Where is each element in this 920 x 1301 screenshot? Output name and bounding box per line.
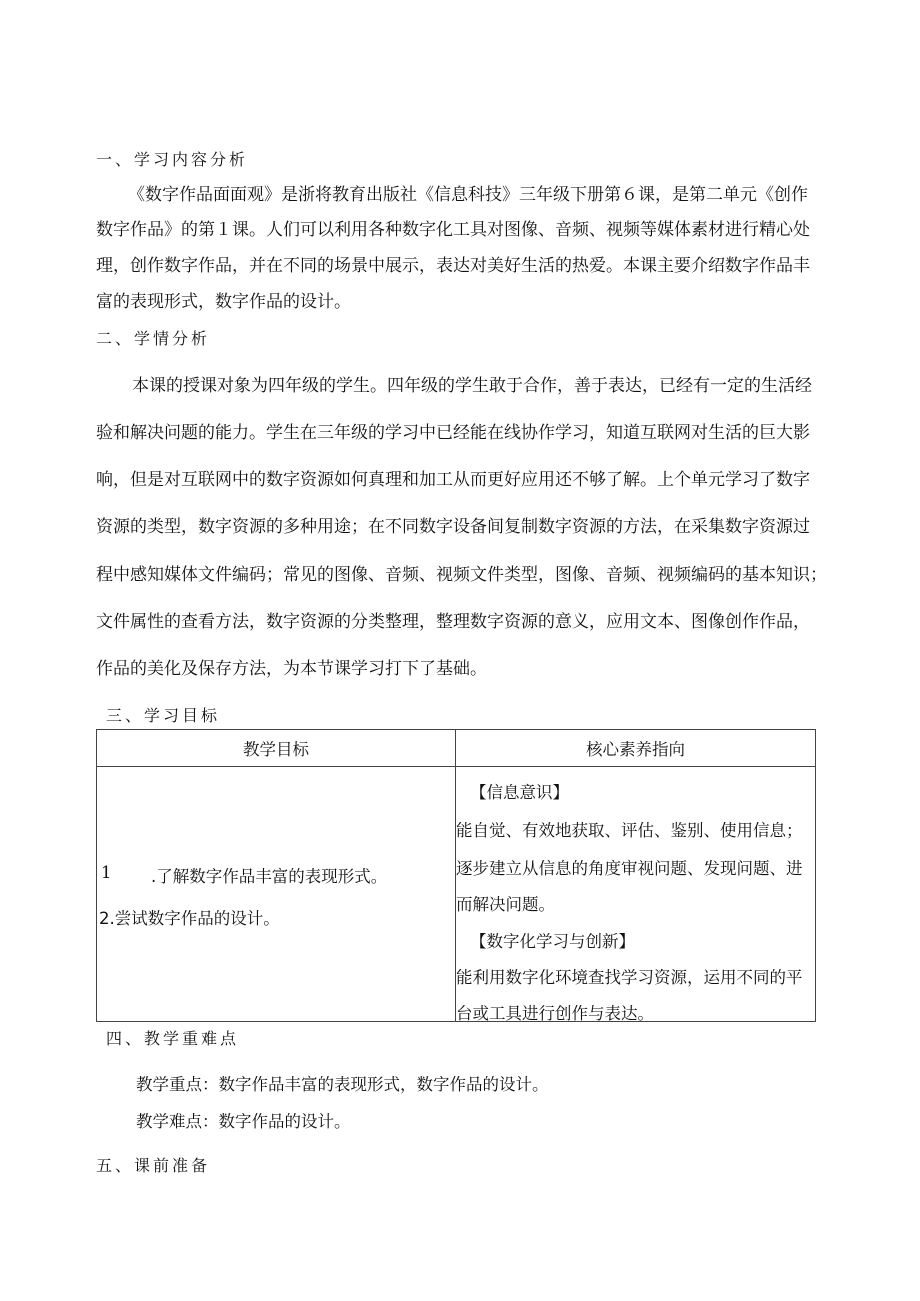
teaching-key-label: 教学重点： <box>136 1075 219 1094</box>
section-heading-learner-analysis: 二、学情分析 <box>96 329 211 348</box>
literacy-text: 能自觉、有效地获取、评估、鉴别、使用信息； <box>456 821 803 840</box>
paragraph-line: 作品的美化及保存方法，为本节课学习打下了基础。 <box>96 659 487 679</box>
literacy-text: 逐步建立从信息的角度审视问题、发现问题、进 <box>456 859 803 878</box>
goal-number: 1 <box>101 863 112 882</box>
teaching-key-point <box>136 1071 549 1095</box>
literacy-text: 台或工具进行创作与表达。 <box>456 1004 654 1023</box>
teaching-difficulty-text: 数字作品的设计。 <box>218 1112 351 1131</box>
paragraph-line: 响，但是对互联网中的数字资源如何真理和加工从而更好应用还不够了解。上个单元学习了数字 <box>96 470 810 490</box>
section-heading-preparation: 五、课前准备 <box>96 1156 211 1175</box>
table-header-core-literacy: 核心素养指向 <box>456 730 816 767</box>
goal-item: .了解数字作品丰富的表现形式。 <box>151 867 388 886</box>
table-header-teaching-goals: 教学目标 <box>97 730 456 767</box>
core-literacy-cell <box>456 767 816 1022</box>
literacy-category: 【信息意识】 <box>470 783 569 802</box>
paragraph-line: 数字作品》的第１课。人们可以利用各种数字化工具对图像、音频、视频等媒体素材进行精心处 <box>96 220 810 240</box>
literacy-category: 【数字化学习与创新】 <box>470 932 635 951</box>
paragraph-line: 验和解决问题的能力。学生在三年级的学习中已经能在线协作学习，知道互联网对生活的巨大影 <box>96 423 810 443</box>
teaching-difficulty-label: 教学难点： <box>136 1112 219 1131</box>
section-heading-key-difficult-points: 四、教学重难点 <box>106 1029 240 1048</box>
learning-goals-table <box>96 729 816 1022</box>
paragraph-line: 理，创作数字作品，并在不同的场景中展示，表达对美好生活的热爱。本课主要介绍数字作品丰 <box>96 256 810 276</box>
paragraph-line: 本课的授课对象为四年级的学生。四年级的学生敢于合作，善于表达，已经有一定的生活经 <box>132 376 812 396</box>
literacy-text: 而解决问题。 <box>456 895 555 914</box>
teaching-difficulty <box>136 1108 351 1132</box>
paragraph-line: 文件属性的查看方法，数字资源的分类整理，整理数字资源的意义，应用文本、图像创作作品， <box>96 612 810 632</box>
literacy-text: 能利用数字化环境查找学习资源，运用不同的平 <box>456 968 803 987</box>
paragraph-line: 《数字作品面面观》是浙将教育出版社《信息科技》三年级下册第６课，是第二单元《创作 <box>128 185 808 205</box>
section-heading-content-analysis: 一、学习内容分析 <box>96 150 249 169</box>
paragraph-line: 富的表现形式，数字作品的设计。 <box>96 292 351 312</box>
section-heading-learning-goals: 三、学习目标 <box>106 706 221 725</box>
goal-item: 2.尝试数字作品的设计。 <box>99 909 280 928</box>
paragraph-line: 资源的类型，数字资源的多种用途；在不同数字设备间复制数字资源的方法，在采集数字资源过 <box>96 517 810 537</box>
paragraph-line: 程中感知媒体文件编码；常见的图像、音频、视频文件类型，图像、音频、视频编码的基本知识； <box>96 565 827 585</box>
teaching-goals-cell <box>97 767 456 1022</box>
teaching-key-text: 数字作品丰富的表现形式，数字作品的设计。 <box>218 1075 549 1094</box>
